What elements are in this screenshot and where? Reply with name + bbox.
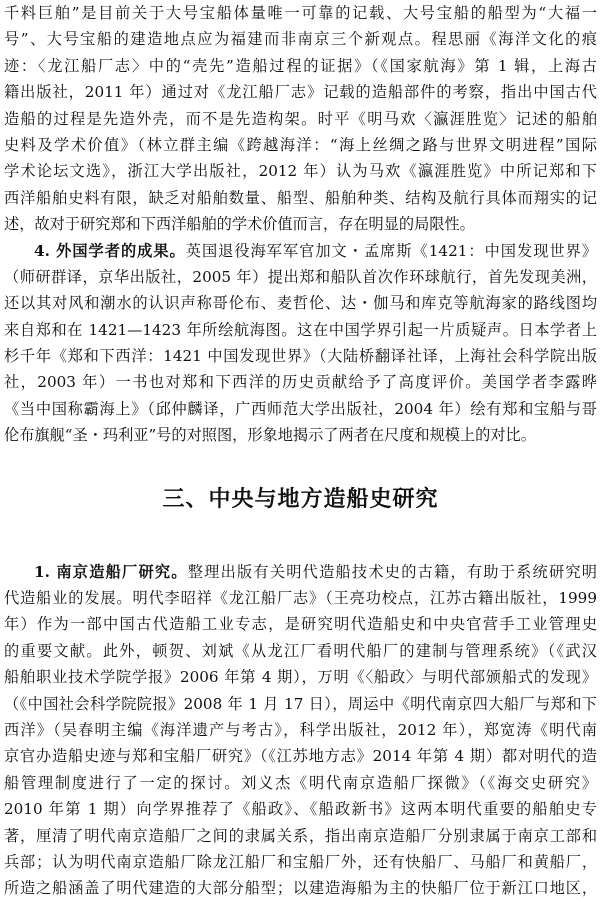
text-line: 著，厘清了明代南京造船厂之间的隶属关系，指出南京造船厂分别隶属于南京工部和 <box>4 826 597 845</box>
text-line <box>4 559 597 585</box>
text-line: 西洋》（吴春明主编《海洋遗产与考古》，科学出版社，2012 年），郑宽涛《明代南 <box>4 720 597 739</box>
paragraph-lead: 4. 外国学者的成果。 <box>34 241 186 260</box>
text-line: 2010 年第 1 期）向学界推荐了《船政》、《船政新书》这两本明代重要的船舶史专 <box>4 800 597 819</box>
text-line: 千料巨舶”是目前关于大号宝船体量唯一可靠的记载、大号宝船的船型为“大福一 <box>4 4 597 22</box>
text-line: 号”、大号宝船的建造地点应为福建而非南京三个新观点。程思丽《海洋文化的痕 <box>4 30 597 49</box>
text-line: 述，故对于研究郑和下西洋船舶的学术价值而言，存在明显的局限性。 <box>4 215 475 234</box>
paragraph-lead: 1. 南京造船厂研究。 <box>34 562 188 581</box>
text-line: 代造船业的发展。明代李昭祥《龙江船厂志》（王亮功校点，江苏古籍出版社，1999 <box>4 589 597 608</box>
text-line: 所造之船涵盖了明代建造的大部分船型；以建造海船为主的快船厂位于新江口地区， <box>4 879 597 898</box>
text-line: 伦布旗舰“圣・玛利亚”号的对照图，形象地揭示了两者在尺度和规模上的对比。 <box>4 426 536 445</box>
text-line: 杉千年《郑和下西洋：1421 中国发现世界》（大陆桥翻译社译，上海社会科学院出版 <box>4 347 597 366</box>
paragraph-foreign-scholars <box>4 238 597 449</box>
text-line: 船管理制度进行了一定的探讨。刘义杰《明代南京造船厂探微》（《海交史研究》 <box>4 773 597 792</box>
text-line: 来自郑和在 1421—1423 年所绘航海图。这在中国学界引起一片质疑声。日本学者上 <box>4 320 597 339</box>
text-line: 兵部；认为明代南京造船厂除龙江船厂和宝船厂外，还有快船厂、马船厂和黄船厂， <box>4 852 597 871</box>
text-line: 社，2003 年）一书也对郑和下西洋的历史贡献给予了高度评价。美国学者李露晔 <box>4 373 597 392</box>
text-line: （师研群译，京华出版社，2005 年）提出郑和船队首次作环球航行，首先发现美洲， <box>4 267 597 286</box>
text-line: （《中国社会科学院院报》2008 年 1 月 17 日），周运中《明代南京四大船厂与郑和下 <box>4 694 597 713</box>
section-heading: 三、中央与地方造船史研究 <box>162 486 439 512</box>
text-line: 京官办造船史迹与郑和宝船厂研究》（《江苏地方志》2014 年第 4 期）都对明代的造 <box>4 747 597 766</box>
text-line: 还以其对风和潮水的认识声称哥伦布、麦哲伦、达・伽马和库克等航海家的路线图均 <box>4 294 597 313</box>
text-run: 整理出版有关明代造船技术史的古籍，有助于系统研究明 <box>187 562 597 581</box>
paragraph-top-continuation <box>4 0 597 238</box>
text-line: 的重要文献。此外，顿贺、刘斌《从龙江厂看明代船厂的建制与管理系统》（《武汉 <box>4 641 597 660</box>
text-line: 《当中国称霸海上》（邱仲麟译，广西师范大学出版社，2004 年）绘有郑和宝船与哥 <box>4 399 597 418</box>
text-line: 籍出版社，2011 年）通过对《龙江船厂志》记载的造船部件的考察，指出中国古代 <box>4 83 597 102</box>
text-line: 年）作为一部中国古代造船工业专志，是研究明代造船史和中央官营手工业管理史 <box>4 615 597 634</box>
text-run: 英国退役海军军官加文・孟席斯《1421：中国发现世界》 <box>185 241 597 260</box>
text-line: 造船的过程是先造外壳，而不是先造构架。时平《明马欢〈瀛涯胜览〉记述的船舶 <box>4 109 597 128</box>
text-line: 学术论坛文选》，浙江大学出版社，2012 年）认为马欢《瀛涯胜览》中所记郑和下 <box>4 162 597 181</box>
text-line: 西洋船舶史料有限，缺乏对船舶数量、船型、船舶种类、结构及航行具体而翔实的记 <box>4 188 597 207</box>
text-line <box>4 238 597 264</box>
paragraph-nanjing-shipyard <box>4 559 597 902</box>
text-line: 史料及学术价值》（林立群主编《跨越海洋：“海上丝绸之路与世界文明进程”国际 <box>4 135 597 154</box>
text-line: 船舶职业技术学院学报》2006 年第 4 期），万明《〈船政〉与明代部颁船式的发现》 <box>4 668 597 687</box>
text-line: 迹：〈龙江船厂志〉中的“壳先”造船过程的证据》（《国家航海》第 1 辑，上海古 <box>4 56 597 75</box>
